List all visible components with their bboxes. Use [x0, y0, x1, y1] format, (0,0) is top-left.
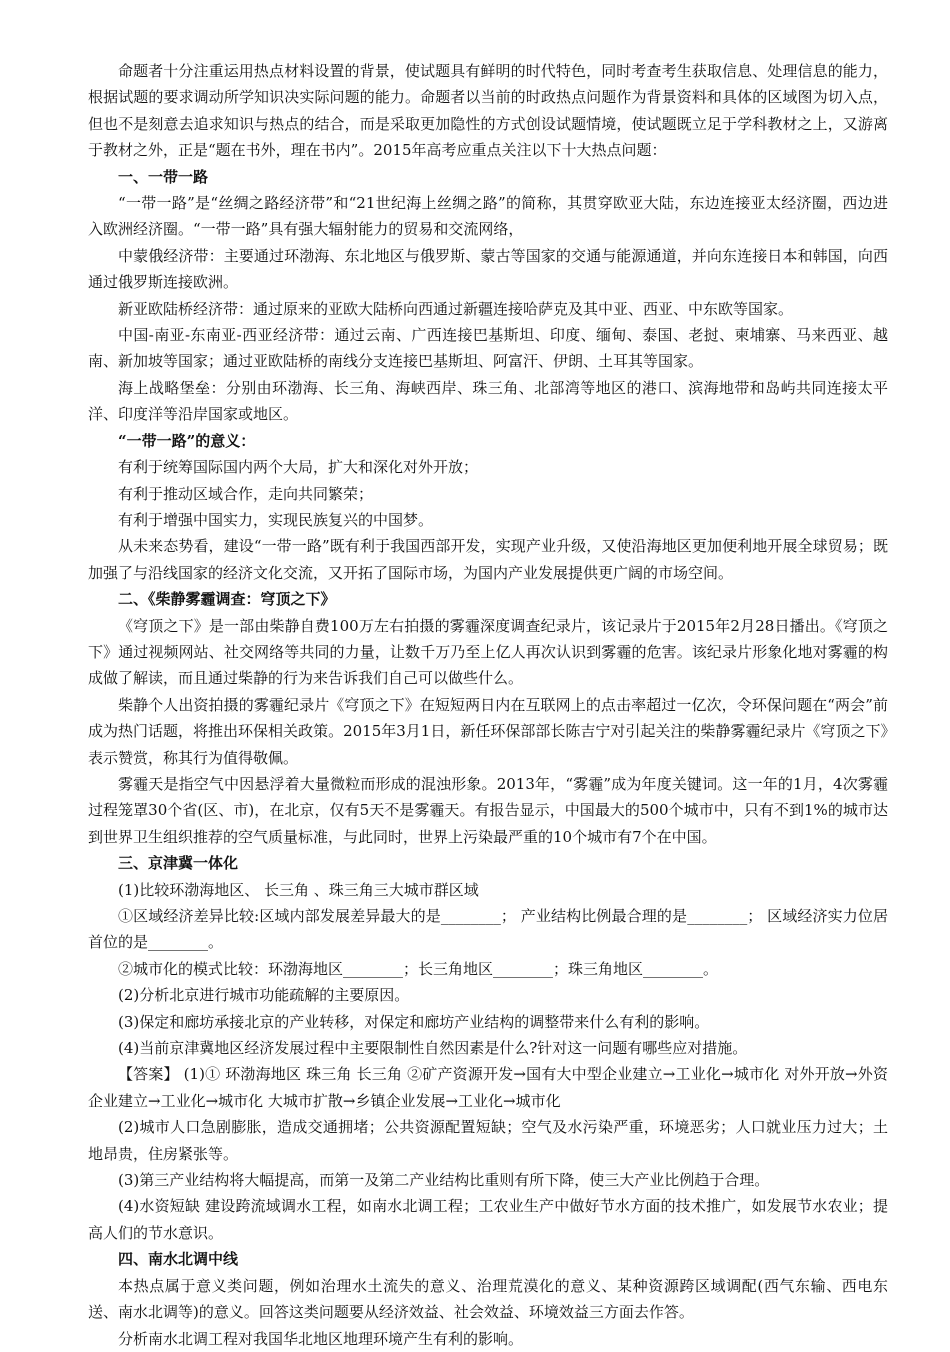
paragraph: 有利于推动区域合作，走向共同繁荣；: [118, 484, 374, 503]
paragraph: 海上战略堡垒：分别由环渤海、长三角、海峡西岸、珠三角、北部湾等地区的港口、滨海地带和岛屿共同连接太平洋、印度洋等沿岸国家或地区。: [88, 378, 888, 424]
paragraph: ①区域经济差异比较:区域内部发展差异最大的是________； 产业结构比例最合理的是________； 区域经济实力位居首位的是________。: [88, 907, 888, 952]
section-heading: 四、南水北调中线: [118, 1250, 239, 1269]
section-heading: 一、一带一路: [118, 167, 209, 186]
paragraph: (2)分析北京进行城市功能疏解的主要原因。: [118, 986, 410, 1005]
paragraph: 新亚欧陆桥经济带：通过原来的亚欧大陆桥向西通过新疆连接哈萨克及其中亚、西亚、中东欧等国家。: [118, 299, 794, 318]
paragraph: 本热点属于意义类问题，例如治理水土流失的意义、治理荒漠化的意义、某种资源跨区域调配(西气东输、西电东送、南水北调等)的意义。回答这类问题要从经济效益、社会效益、环境效益三方面去作答。: [88, 1276, 888, 1322]
paragraph: 命题者十分注重运用热点材料设置的背景，使试题具有鲜明的时代特色，同时考查考生获取信息、处理信息的能力，根据试题的要求调动所学知识决实际问题的能力。命题者以当前的时政热点问题作为背景资料和具体的区域图为切入点，但也不是刻意去追求知识与热点的结合，而是采取更加隐性的方式创设试题情境，使试题既立足于学科教材之上，又游离于教材之外，正是“题在书外，理在书内”。2015年高考应重点关注以下十大热点问题：: [88, 62, 888, 160]
paragraph: 有利于统筹国际国内两个大局，扩大和深化对外开放；: [118, 458, 479, 477]
paragraph: 中国-南亚-东南亚-西亚经济带：通过云南、广西连接巴基斯坦、印度、缅甸、泰国、老挝、柬埔寨、马来西亚、越南、新加坡等国家；通过亚欧陆桥的南线分支连接巴基斯坦、阿富汗、伊朗、土耳其等国家。: [88, 326, 888, 371]
paragraph: (4)水资短缺 建设跨流域调水工程，如南水北调工程；工农业生产中做好节水方面的技术推广，如发展节水农业；提高人们的节水意识。: [88, 1197, 888, 1242]
paragraph: (4)当前京津冀地区经济发展过程中主要限制性自然因素是什么?针对这一问题有哪些应对措施。: [118, 1039, 748, 1058]
paragraph: “一带一路”是“丝绸之路经济带”和“21世纪海上丝绸之路”的简称，其贯穿欧亚大陆，东边连接亚太经济圈，西边进入欧洲经济圈。“一带一路”具有强大辐射能力的贸易和交流网络，: [88, 194, 888, 239]
section-heading: “一带一路”的意义：: [118, 431, 256, 450]
paragraph: 【答案】 (1)① 环渤海地区 珠三角 长三角 ②矿产资源开发→国有大中型企业建立→工业化→城市化 对外开放→外资企业建立→工业化→城市化 大城市扩散→乡镇企业发展→工业化→城市化: [88, 1065, 888, 1110]
paragraph: 中蒙俄经济带：主要通过环渤海、东北地区与俄罗斯、蒙古等国家的交通与能源通道，并向东连接日本和韩国，向西通过俄罗斯连接欧洲。: [88, 246, 888, 292]
paragraph: ②城市化的模式比较：环渤海地区________；长三角地区________；珠三角地区________。: [118, 959, 719, 978]
paragraph: (1)比较环渤海地区、 长三角 、珠三角三大城市群区域: [118, 880, 479, 899]
document-body: [88, 58, 888, 1352]
paragraph: 柴静个人出资拍摄的雾霾纪录片《穹顶之下》在短短两日内在互联网上的点击率超过一亿次，令环保问题在“两会”前成为热门话题，将推出环保相关政策。2015年3月1日，新任环保部部长陈吉宁对引起关注的柴静雾霾纪录片《穹顶之下》表示赞赏，称其行为值得敬佩。: [88, 695, 888, 767]
paragraph: 分析南水北调工程对我国华北地区地理环境产生有利的影响。: [118, 1329, 524, 1348]
paragraph: 有利于增强中国实力，实现民族复兴的中国梦。: [118, 510, 434, 529]
paragraph: 《穹顶之下》是一部由柴静自费100万左右拍摄的雾霾深度调查纪录片，该记录片于2015年2月28日播出。《穹顶之下》通过视频网站、社交网络等共同的力量，让数千万乃至上亿人再次认识到雾霾的危害。该纪录片形象化地对雾霾的构成做了解读，而且通过柴静的行为来告诉我们自己可以做些什么。: [88, 616, 888, 688]
paragraph: (3)第三产业结构将大幅提高，而第一及第二产业结构比重则有所下降，使三大产业比例趋于合理。: [118, 1171, 770, 1190]
paragraph: 雾霾天是指空气中因悬浮着大量微粒而形成的混浊形象。2013年，“雾霾”成为年度关键词。这一年的1月，4次雾霾过程笼罩30个省(区、市)，在北京，仅有5天不是雾霾天。有报告显示，中国最大的500个城市中，只有不到1%的城市达到世界卫生组织推荐的空气质量标准，与此同时，世界上污染最严重的10个城市有7个在中国。: [88, 774, 888, 846]
paragraph: (3)保定和廊坊承接北京的产业转移，对保定和廊坊产业结构的调整带来什么有利的影响。: [118, 1012, 710, 1031]
section-heading: 三、京津冀一体化: [118, 854, 239, 873]
paragraph: 从未来态势看，建设“一带一路”既有利于我国西部开发，实现产业升级，又使沿海地区更加便利地开展全球贸易；既加强了与沿线国家的经济文化交流，又开拓了国际市场，为国内产业发展提供更广阔的市场空间。: [88, 537, 888, 582]
paragraph: (2)城市人口急剧膨胀，造成交通拥堵；公共资源配置短缺；空气及水污染严重，环境恶劣；人口就业压力过大；土地昂贵，住房紧张等。: [88, 1118, 888, 1163]
section-heading: 二、《柴静雾霾调查：穹顶之下》: [118, 590, 336, 609]
